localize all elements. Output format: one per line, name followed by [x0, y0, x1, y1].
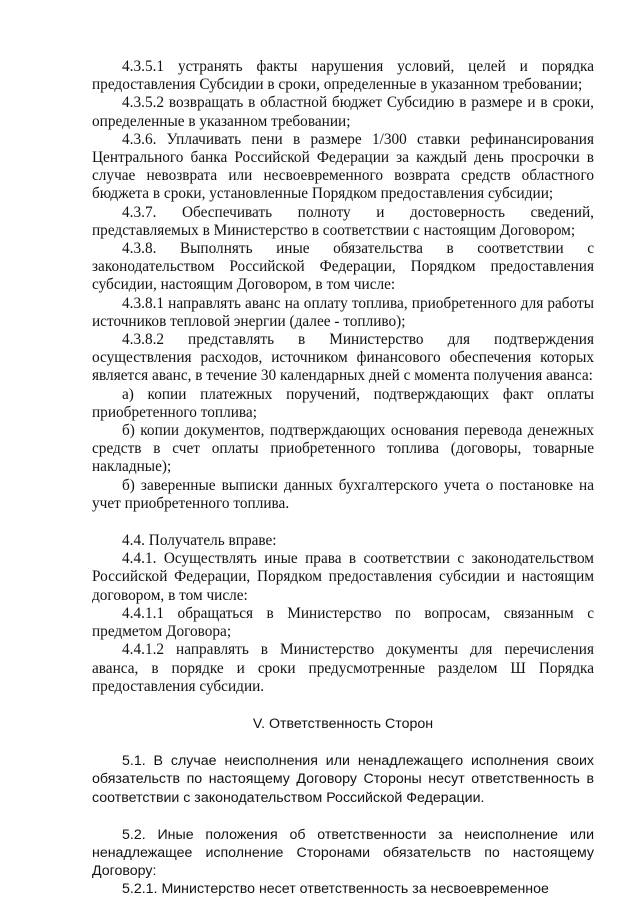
paragraph-5-2: 5.2. Иные положения об ответственности за неисполнение или ненадлежащее исполнение Сторонами обязательств по настоящему Договору:: [92, 826, 594, 880]
paragraph-5-2-1: 5.2.1. Министерство несет ответственность за несвоевременное: [122, 881, 549, 898]
section-heading: V. Ответственность Сторон: [252, 715, 434, 732]
paragraph-5-1: 5.1. В случае неисполнения или ненадлежащего исполнения своих обязательств по настоящему Договору Стороны несут ответственность в соответствии с законодательством Российской Федерации.: [92, 753, 594, 806]
paragraph-4-4-1: 4.4.1. Осуществлять иные права в соответствии с законодательством Российской Федерации, Порядком предоставления субсидии и настоящим договором, в том числе:: [92, 550, 594, 604]
paragraph-4-4-1-1: 4.4.1.1 обращаться в Министерство по вопросам, связанным с предметом Договора;: [92, 604, 594, 641]
spacer: [92, 513, 594, 532]
list-item-b: б) копии документов, подтверждающих основания перевода денежных средств в счет оплаты приобретенного топлива (договоры, товарные накладные);: [92, 422, 594, 476]
spacer: [92, 807, 594, 826]
paragraph-4-3-5-1: 4.3.5.1 устранять факты нарушения условий, целей и порядка предоставления Субсидии в сроки, определенные в указанном требовании;: [92, 58, 594, 94]
spacer: [92, 733, 594, 752]
paragraph-4-3-6: 4.3.6. Уплачивать пени в размере 1/300 ставки рефинансирования Центрального банка Российской Федерации за каждый день просрочки в случае невозврата или несвоевременного возврата средств областного бюджета в сроки, установленные Порядком предоставления субсидии;: [92, 130, 594, 203]
paragraph-4-4-1-2: 4.4.1.2 направлять в Министерство документы для перечисления аванса, в порядке и сроки предусмотренные разделом Ш Порядка предоставления субсидии.: [92, 641, 594, 695]
spacer: [92, 696, 594, 715]
list-item-a: а) копии платежных поручений, подтверждающих факт оплаты приобретенного топлива;: [92, 385, 594, 421]
paragraph-4-3-8-1: 4.3.8.1 направлять аванс на оплату топлива, приобретенного для работы источников тепловой энергии (далее - топливо);: [92, 294, 594, 330]
paragraph-4-3-8-2: 4.3.8.2 представлять в Министерство для подтверждения осуществления расходов, источником финансового обеспечения которых является аванс, в течение 30 календарных дней с момента получения аванса:: [92, 331, 594, 385]
paragraph-4-4: 4.4. Получатель вправе:: [122, 532, 277, 550]
list-item-b-second: б) заверенные выписки данных бухгалтерского учета о постановке на учет приобретенного топлива.: [92, 476, 594, 512]
paragraph-4-3-8: 4.3.8. Выполнять иные обязательства в соответствии с законодательством Российской Федерации, Порядком предоставления субсидии, настоящим Договором, в том числе:: [92, 240, 594, 294]
document-page: [92, 58, 594, 899]
paragraph-4-3-7: 4.3.7. Обеспечивать полноту и достоверность сведений, представляемых в Министерство в соответствии с настоящим Договором;: [92, 203, 594, 239]
paragraph-4-3-5-2: 4.3.5.2 возвращать в областной бюджет Субсидию в размере и в сроки, определенные в указанном требовании;: [92, 94, 594, 130]
